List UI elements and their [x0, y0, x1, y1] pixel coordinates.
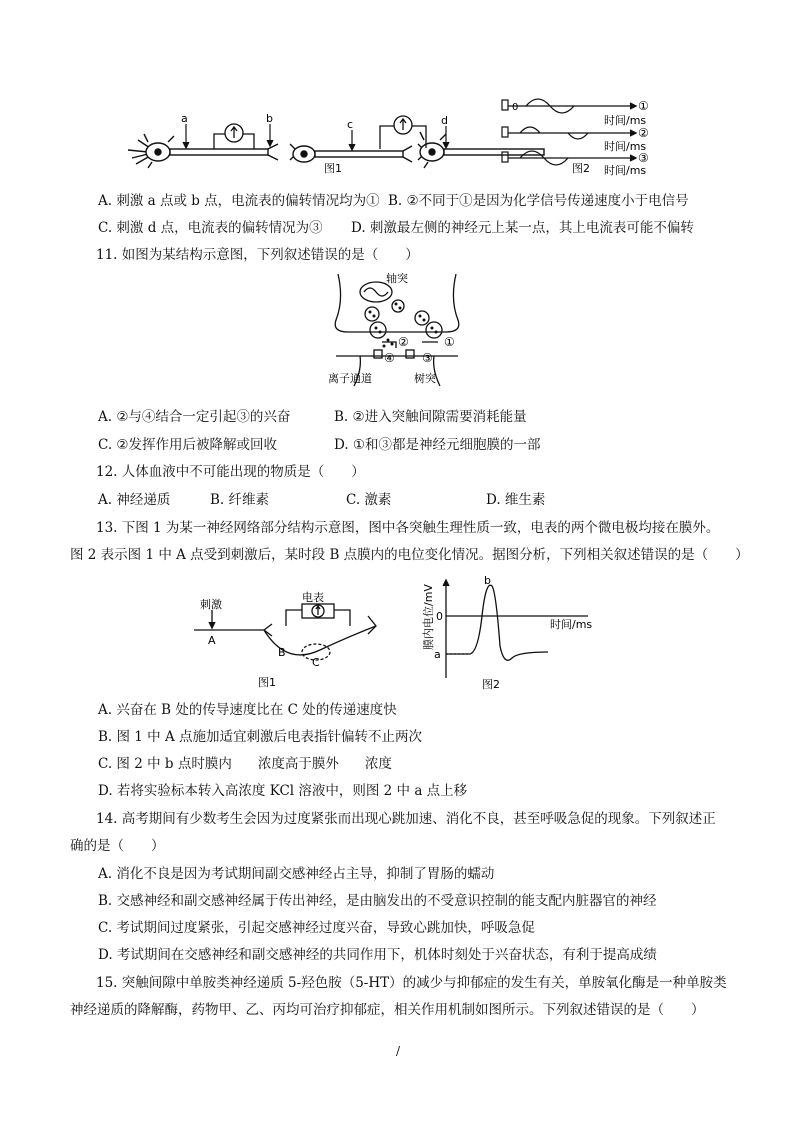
q13-fig2-svg [422, 576, 622, 692]
q14-stem-line2: 确的是（ ） [70, 838, 165, 854]
label-c: c [347, 118, 354, 131]
wave-label-3: ③ [638, 151, 649, 165]
axon-label: 轴突 [386, 272, 408, 285]
q11-synapse-figure [322, 270, 472, 388]
waveforms [502, 99, 636, 165]
stimulus-label: 刺激 [200, 598, 222, 611]
point-b-label: B [278, 646, 286, 659]
label-a: a [181, 112, 188, 125]
page-footer-mark: / [396, 1044, 401, 1058]
q13-option-c [98, 755, 392, 773]
q11-stem: 11. 如图为某结构示意图，下列叙述错误的是（ ） [96, 247, 419, 263]
q12-option-d: D. 维生素 [486, 492, 546, 508]
q10-option-b: B. ②不同于①是因为化学信号传递速度小于电信号 [388, 193, 689, 209]
fig1-caption: 图1 [258, 676, 276, 689]
q13-option-c-start: C. 图 2 中 b 点时膜内 [98, 756, 232, 772]
q13-option-b: B. 图 1 中 A 点施加适宜刺激后电表指针偏转不止两次 [98, 729, 423, 745]
q11-option-b: B. ②进入突触间隙需要消耗能量 [334, 409, 527, 425]
galvanometers [214, 116, 426, 149]
q10-figure [118, 96, 678, 176]
q13-option-c-mid: 浓度高于膜外 [257, 756, 339, 772]
label-b: b [266, 112, 273, 125]
q10-option-d: D. 刺激最左侧的神经元上某一点，其上电流表可能不偏转 [351, 220, 694, 236]
fig1-caption: 图1 [324, 162, 342, 175]
synapse-svg [322, 270, 472, 388]
q10-figure-svg [118, 96, 678, 176]
q13-option-a: A. 兴奋在 B 处的传导速度比在 C 处的传递速度快 [98, 702, 397, 718]
q11-option-c: C. ②发挥作用后被降解或回收 [98, 437, 278, 453]
q13-figure2 [422, 576, 622, 692]
wave-time-3: 时间/ms [604, 164, 647, 176]
q13-option-c-end: 浓度 [364, 756, 392, 772]
q12-stem: 12. 人体血液中不可能出现的物质是（ ） [96, 464, 365, 480]
q13-stem-line1: 13. 下图 1 为某一神经网络部分结构示意图，图中各突触生理性质一致，电表的两个微电极均接在膜外。 [96, 520, 720, 536]
q10-option-c: C. 刺激 d 点，电流表的偏转情况为③ [98, 220, 323, 236]
q14-option-b: B. 交感神经和副交感神经属于传出神经，是由脑发出的不受意识控制的能支配内脏器官的神经 [98, 893, 657, 909]
q13-stem-line2: 图 2 表示图 1 中 A 点受到刺激后，某时段 B 点膜内的电位变化情况。据图分析，下列相关叙述错误的是（ ） [70, 547, 749, 563]
synapse-mark-3: ③ [422, 351, 433, 365]
synapse-mark-4: ④ [384, 351, 395, 365]
wave-time-2: 时间/ms [604, 140, 647, 153]
synapse-mark-2: ② [398, 335, 409, 349]
x-axis-label: 时间/ms [550, 618, 593, 631]
q11-option-d: D. ①和③都是神经元细胞膜的一部 [334, 437, 541, 453]
q15-stem-line1: 15. 突触间隙中单胺类神经递质 5-羟色胺（5-HT）的减少与抑郁症的发生有关，单胺氧化酶是一种单胺类 [96, 975, 727, 991]
q14-option-a: A. 消化不良是因为考试期间副交感神经占主导，抑制了胃肠的蠕动 [98, 866, 495, 882]
point-a-label: a [434, 648, 441, 661]
q10-option-a: A. 刺激 a 点或 b 点，电流表的偏转情况均为① [98, 193, 380, 209]
q15-stem-line2: 神经递质的降解酶，药物甲、乙、丙均可治疗抑郁症，相关作用机制如图所示。下列叙述错误的是（ ） [70, 1002, 705, 1018]
ion-channel-label: 离子通道 [328, 372, 372, 385]
synapse-mark-1: ① [444, 335, 455, 349]
point-b-label: b [484, 576, 491, 587]
q12-option-c: C. 激素 [346, 492, 392, 508]
q14-option-d: D. 考试期间在交感神经和副交感神经的共同作用下，机体时刻处于兴奋状态，有利于提高成绩 [98, 947, 657, 963]
zero-label: 0 [436, 610, 443, 623]
meter-label: 电表 [302, 591, 324, 604]
wave-label-1: ① [638, 99, 649, 113]
wave-label-2: ② [638, 126, 649, 140]
q13-option-d: D. 若将实验标本转入高浓度 KCl 溶液中，则图 2 中 a 点上移 [98, 783, 468, 799]
q14-stem-line1: 14. 高考期间有少数考生会因为过度紧张而出现心跳加速、消化不良，甚至呼吸急促的现象。下列叙述正 [96, 811, 716, 827]
q12-option-a: A. 神经递质 [98, 492, 171, 508]
q13-figure1 [190, 586, 390, 692]
y-axis-label: 膜内电位/mV [422, 584, 435, 650]
q13-fig1-svg [190, 586, 390, 692]
q11-option-a: A. ②与④结合一定引起③的兴奋 [98, 409, 291, 425]
q14-option-c: C. 考试期间过度紧张，引起交感神经过度兴奋，导致心跳加快，呼吸急促 [98, 920, 535, 936]
fig2-caption: 图2 [482, 678, 500, 691]
wave-time-1: 时间/ms [604, 114, 647, 127]
q12-option-b: B. 纤维素 [210, 492, 270, 508]
wave-zero-1: 0 [512, 102, 519, 113]
fig2-caption: 图2 [572, 162, 590, 175]
label-d: d [441, 114, 448, 127]
point-c-label: C [312, 656, 320, 669]
point-a-label: A [208, 634, 216, 647]
dendrite-label: 树突 [414, 372, 436, 385]
